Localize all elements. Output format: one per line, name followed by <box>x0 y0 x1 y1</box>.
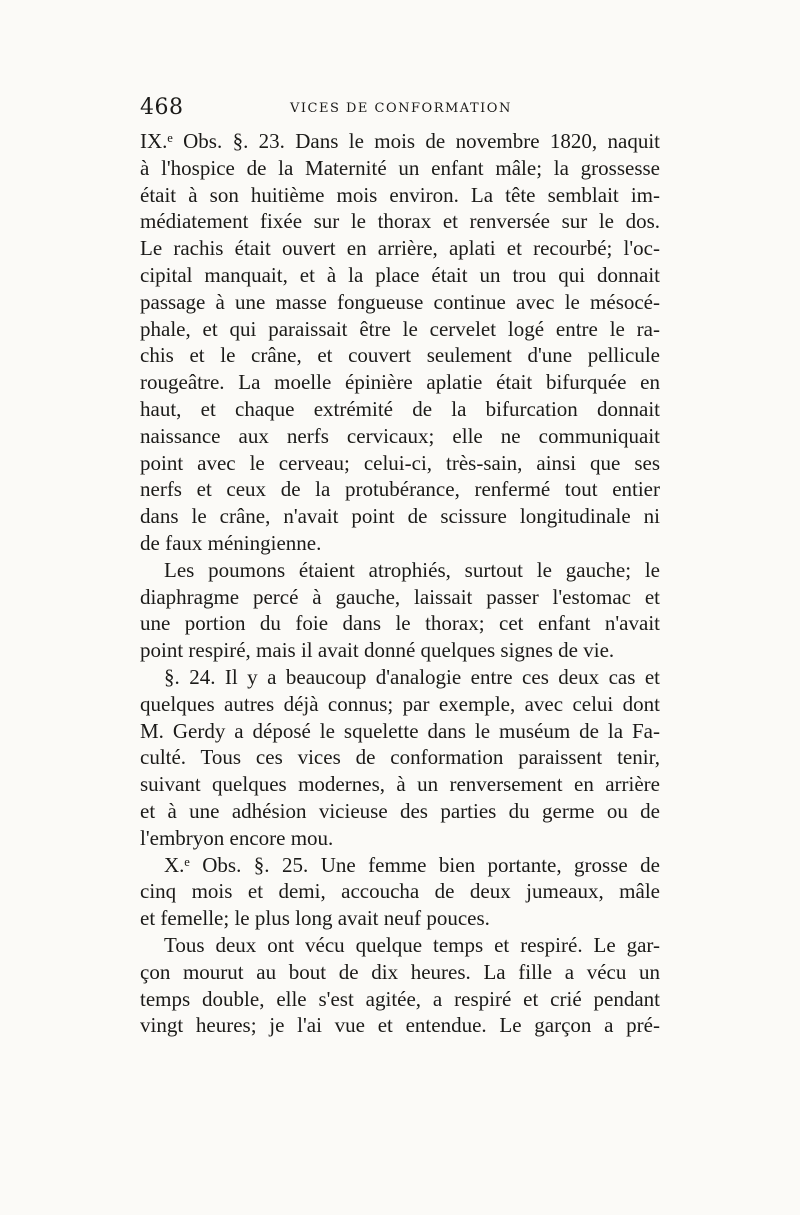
text-line: naissance aux nerfs cervicaux; elle ne communiquait <box>140 423 660 448</box>
text-line: phale, et qui paraissait être le cervelet logé entre le ra- <box>140 316 660 341</box>
text-line: §. 24. Il y a beaucoup d'analogie entre ces deux cas et <box>164 664 660 689</box>
text-line: point avec le cerveau; celui-ci, très-sain, ainsi que ses <box>140 450 660 475</box>
text-line: vingt heures; je l'ai vue et entendue. Le garçon a pré- <box>140 1013 660 1038</box>
text-line: l'embryon encore mou. <box>140 825 334 850</box>
text-line: nerfs et ceux de la protubérance, renfermé tout entier <box>140 477 660 502</box>
text-line: X.ᵉ Obs. §. 25. Une femme bien portante, grosse de <box>164 852 660 877</box>
text-line: haut, et chaque extrémité de la bifurcation donnait <box>140 396 660 421</box>
text-line: diaphragme percé à gauche, laissait passer l'estomac et <box>140 584 660 609</box>
text-line: était à son huitième mois environ. La tête semblait im- <box>140 182 660 207</box>
text-line: culté. Tous ces vices de conformation paraissent tenir, <box>140 745 660 770</box>
text-line: à l'hospice de la Maternité un enfant mâle; la grossesse <box>140 155 660 180</box>
text-line: Les poumons étaient atrophiés, surtout le gauche; le <box>164 557 660 582</box>
text-line: quelques autres déjà connus; par exemple, avec celui dont <box>140 691 660 716</box>
text-line: de faux méningienne. <box>140 530 322 555</box>
text-line: et à une adhésion vicieuse des parties du germe ou de <box>140 798 660 823</box>
text-line: IX.ᵉ Obs. §. 23. Dans le mois de novembre 1820, naquit <box>140 129 660 153</box>
text-line: passage à une masse fongueuse continue avec le mésocé- <box>140 289 660 314</box>
text-line: M. Gerdy a déposé le squelette dans le muséum de la Fa- <box>140 718 660 743</box>
text-line: temps double, elle s'est agitée, a respiré et crié pendant <box>140 986 660 1011</box>
text-line: rougeâtre. La moelle épinière aplatie était bifurquée en <box>140 370 660 395</box>
running-title: VICES DE CONFORMATION <box>290 101 512 116</box>
text-line: une portion du foie dans le thorax; cet enfant n'avait <box>140 611 660 636</box>
text-line: cinq mois et demi, accoucha de deux jumeaux, mâle <box>140 879 660 904</box>
page-number: 468 <box>140 95 184 120</box>
running-head <box>140 95 660 125</box>
text-line: Le rachis était ouvert en arrière, aplati et recourbé; l'oc- <box>140 236 660 261</box>
text-line: çon mourut au bout de dix heures. La fille a vécu un <box>140 959 660 984</box>
text-line: cipital manquait, et à la place était un trou qui donnait <box>140 262 660 287</box>
text-line: médiatement fixée sur le thorax et renversée sur le dos. <box>140 209 660 234</box>
text-line: Tous deux ont vécu quelque temps et respiré. Le gar- <box>164 932 660 957</box>
text-line: suivant quelques modernes, à un renversement en arrière <box>140 772 660 797</box>
text-line: point respiré, mais il avait donné quelques signes de vie. <box>140 638 615 663</box>
text-line: dans le crâne, n'avait point de scissure longitudinale ni <box>140 504 660 529</box>
text-line: et femelle; le plus long avait neuf pouces. <box>140 906 490 931</box>
body-text <box>140 128 660 1039</box>
text-line: chis et le crâne, et couvert seulement d'une pellicule <box>140 343 660 368</box>
